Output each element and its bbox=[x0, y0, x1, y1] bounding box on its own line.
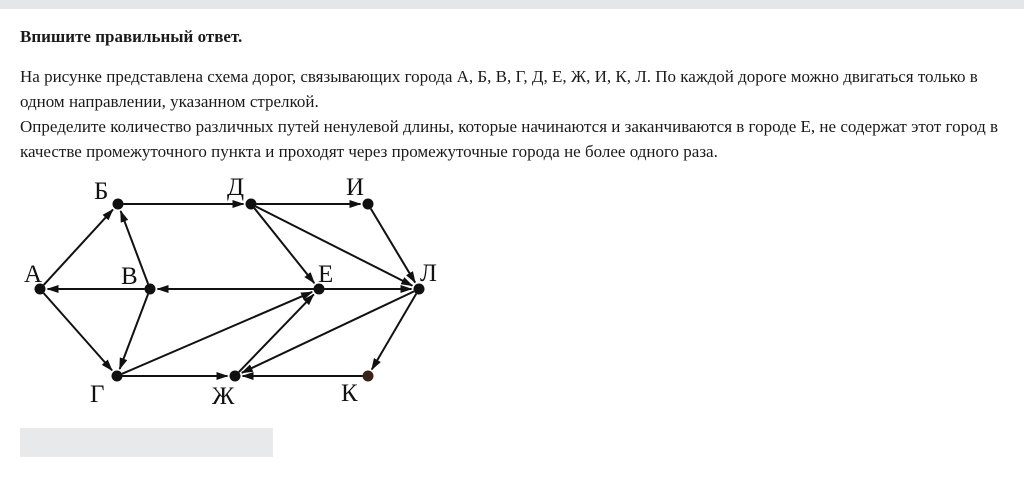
node-label-G: Г bbox=[90, 381, 105, 408]
edge-A-B1 bbox=[44, 210, 113, 285]
node-label-D: Д bbox=[227, 174, 245, 201]
edges-layer bbox=[44, 204, 417, 376]
edge-I-L bbox=[371, 209, 415, 283]
edge-L-K bbox=[372, 294, 416, 370]
node-label-A: А bbox=[24, 261, 43, 288]
edge-A-G bbox=[44, 293, 112, 370]
road-graph bbox=[0, 160, 480, 415]
edge-Zh-E bbox=[239, 294, 314, 372]
node-K bbox=[363, 371, 374, 382]
node-D bbox=[246, 199, 257, 210]
node-label-Zh: Ж bbox=[212, 383, 235, 410]
edge-G-E bbox=[122, 292, 312, 374]
top-bar bbox=[0, 0, 1024, 9]
edge-V-G bbox=[120, 294, 148, 369]
edge-L-Zh bbox=[242, 291, 414, 372]
node-V bbox=[145, 284, 156, 295]
edge-D-E bbox=[254, 208, 314, 283]
task-paragraph-1: На рисунке представлена схема дорог, связывающих города А, Б, В, Г, Д, Е, Ж, И, К, Л. По каждой дороге можно двигаться только в одном направлении, указанном стрелкой. bbox=[20, 67, 978, 111]
node-label-E: Е bbox=[318, 261, 334, 288]
node-label-B1: Б bbox=[94, 178, 109, 205]
node-G bbox=[112, 371, 123, 382]
node-label-I: И bbox=[346, 174, 365, 201]
task-text bbox=[20, 64, 1004, 164]
task-title: Впишите правильный ответ. bbox=[20, 27, 243, 46]
answer-input[interactable] bbox=[20, 428, 273, 457]
node-label-V: В bbox=[121, 263, 138, 290]
node-B1 bbox=[113, 199, 124, 210]
node-Zh bbox=[230, 371, 241, 382]
node-label-L: Л bbox=[420, 260, 437, 287]
node-I bbox=[363, 199, 374, 210]
task-paragraph-2: Определите количество различных путей ненулевой длины, которые начинаются и заканчиваются в городе Е, не содержат этот город в качестве промежуточного пункта и проходят через промежуточные города не более одного раза. bbox=[20, 117, 999, 161]
edge-D-L bbox=[256, 206, 412, 285]
node-label-K: К bbox=[341, 380, 358, 407]
